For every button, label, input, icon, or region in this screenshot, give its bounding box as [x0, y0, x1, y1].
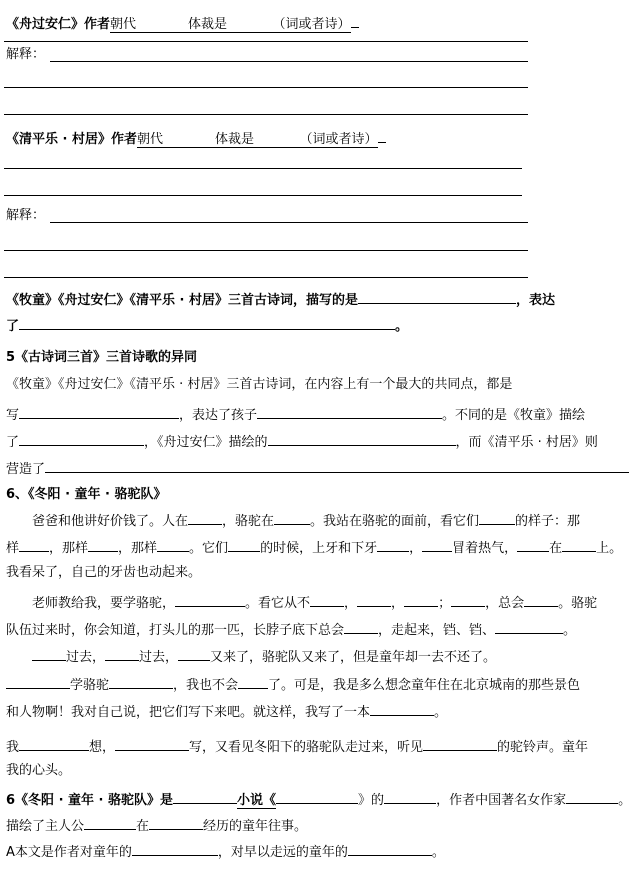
blank[interactable]: [348, 841, 432, 856]
q-three-text: 《牧童》《舟过安仁》《清平乐 · 村居》三首古诗词，描写的是: [6, 293, 358, 308]
blank[interactable]: [45, 458, 629, 473]
blank[interactable]: [524, 592, 558, 607]
sec6-l10: 我的心头。: [6, 763, 72, 778]
poem3-fields-tail-blank[interactable]: [378, 128, 386, 143]
blank[interactable]: [19, 736, 89, 751]
text: ，: [391, 596, 405, 611]
text: ，《舟过安仁》描绘的: [144, 435, 268, 450]
text: 写，又看见冬阳下的骆驼队走过来，听见: [189, 740, 424, 755]
poem3-explain-label: 解释：: [6, 208, 46, 223]
text: 。: [563, 623, 577, 638]
text: 过去，: [66, 650, 106, 665]
text: 。看它从不: [245, 596, 311, 611]
text: ，表达了孩子: [179, 408, 258, 423]
blank[interactable]: [109, 674, 173, 689]
blank[interactable]: [495, 619, 563, 634]
blank[interactable]: [404, 592, 438, 607]
text: 老师教给我，要学骆驼，: [32, 596, 176, 611]
answer-line[interactable]: [4, 114, 528, 115]
blank[interactable]: [276, 789, 358, 804]
text: 冒着热气，: [452, 541, 518, 556]
blank[interactable]: [178, 646, 210, 661]
blank[interactable]: [188, 510, 222, 525]
text: 。它们: [189, 541, 229, 556]
text: 过去，: [139, 650, 179, 665]
blank[interactable]: [377, 537, 409, 552]
answer-line[interactable]: [50, 222, 528, 223]
text: 在: [549, 541, 563, 556]
blank[interactable]: [358, 289, 516, 304]
text: 的驼铃声。童年: [497, 740, 589, 755]
sec6-l4: [32, 592, 597, 613]
blank[interactable]: [173, 789, 237, 804]
text: 在: [136, 819, 150, 834]
sec6-l8: [6, 701, 447, 722]
poem2-title: 《舟过安仁》作者: [6, 17, 111, 32]
blank[interactable]: [310, 592, 344, 607]
blank[interactable]: [115, 736, 189, 751]
blank[interactable]: [357, 592, 391, 607]
blank[interactable]: [19, 431, 144, 446]
q-three-line2: [6, 315, 408, 336]
poem2-fields: 朝代 体裁是 （词或者诗）: [110, 17, 351, 32]
sec6b-l1: [6, 789, 631, 810]
blank[interactable]: [19, 404, 179, 419]
section5-heading: 5《古诗词三首》三首诗歌的异同: [6, 350, 198, 365]
text: 写: [6, 408, 20, 423]
answer-line[interactable]: [4, 195, 522, 196]
text: 。: [431, 845, 445, 860]
blank[interactable]: [422, 537, 452, 552]
blank[interactable]: [84, 815, 136, 830]
answer-line[interactable]: [4, 87, 528, 88]
blank[interactable]: [6, 674, 70, 689]
text: ，我也不会: [173, 678, 239, 693]
text: ，作者中国著名女作家: [436, 793, 567, 808]
text: ，骆驼在: [222, 514, 275, 529]
blank[interactable]: [384, 789, 436, 804]
poem2-explain-label: 解释：: [6, 47, 46, 62]
text: 我: [6, 740, 20, 755]
poem2-explain: [6, 46, 45, 64]
blank[interactable]: [19, 315, 395, 330]
text: 上。: [596, 541, 623, 556]
text: ，走起来，铛、铛、: [378, 623, 496, 638]
text: 经历的童年往事。: [203, 819, 308, 834]
sec5-p2: [6, 404, 585, 425]
sec5-p1: 《牧童》《舟过安仁》《清平乐 · 村居》三首古诗词，在内容上有一个最大的共同点，都是: [6, 377, 513, 392]
blank[interactable]: [19, 537, 49, 552]
text: 。: [434, 705, 448, 720]
blank[interactable]: [228, 537, 260, 552]
sec6-l7: [6, 674, 580, 695]
poem3-fields: 朝代 体裁是 （词或者诗）: [137, 132, 378, 147]
text: 》的: [358, 793, 385, 808]
sec6-l1: [32, 510, 580, 531]
text: 队伍过来时，你会知道，打头儿的那一匹，长脖子底下总会: [6, 623, 345, 638]
text: ，: [409, 541, 423, 556]
sec6-l3: 我看呆了，自己的牙齿也动起来。: [6, 565, 202, 580]
blank[interactable]: [517, 537, 549, 552]
blank[interactable]: [32, 646, 66, 661]
sec6-l9: [6, 736, 588, 757]
answer-line[interactable]: [4, 250, 528, 251]
blank[interactable]: [344, 619, 378, 634]
blank[interactable]: [88, 537, 118, 552]
sec6b-l2: [6, 815, 307, 836]
text: 。: [618, 793, 632, 808]
answer-line[interactable]: [4, 277, 528, 278]
text: A本文是作者对童年的: [6, 845, 132, 860]
blank[interactable]: [566, 789, 618, 804]
section6-heading: 6、《冬阳 · 童年 · 骆驼队》: [6, 487, 167, 502]
sec5-p3: [6, 431, 598, 452]
blank[interactable]: [268, 431, 456, 446]
text: 和人物啊！我对自己说，把它们写下来吧。就这样，我写了一本: [6, 705, 371, 720]
poem3-title-line: [6, 128, 386, 149]
text: 想，: [89, 740, 116, 755]
blank[interactable]: [175, 592, 245, 607]
q-three-text: 了: [6, 319, 20, 334]
poem3-title: 《清平乐 · 村居》作者: [6, 132, 137, 147]
sec6-l5: [6, 619, 576, 640]
text: 了: [6, 435, 20, 450]
answer-line[interactable]: [50, 61, 528, 62]
blank[interactable]: [238, 674, 268, 689]
text: 。不同的是《牧童》描绘: [442, 408, 586, 423]
text: 描绘了主人公: [6, 819, 85, 834]
text: 。骆驼: [558, 596, 598, 611]
text: 学骆驼: [70, 678, 110, 693]
sec6-l2: [6, 537, 622, 558]
blank[interactable]: [149, 815, 203, 830]
q-three-line1: [6, 289, 555, 310]
answer-line[interactable]: [4, 41, 528, 42]
blank[interactable]: [257, 404, 442, 419]
text: 。我站在骆驼的面前，看它们: [310, 514, 480, 529]
text: 6《冬阳 · 童年 · 骆驼队》是: [6, 793, 174, 808]
text: 又来了，骆驼队又来了，但是童年却一去不还了。: [210, 650, 497, 665]
text: ，那样: [49, 541, 89, 556]
poem2-fields-tail-blank[interactable]: [351, 13, 359, 28]
answer-line[interactable]: [4, 168, 522, 169]
blank[interactable]: [274, 510, 310, 525]
blank[interactable]: [479, 510, 515, 525]
blank[interactable]: [132, 841, 218, 856]
sec6-l6: [32, 646, 496, 667]
sec6b-l3: [6, 841, 445, 862]
text: ；: [438, 596, 452, 611]
text: ，: [344, 596, 358, 611]
text: 样: [6, 541, 20, 556]
blank[interactable]: [157, 537, 189, 552]
poem3-explain: [6, 207, 45, 225]
q-three-text: 。: [395, 319, 409, 334]
poem2-title-line: [6, 13, 359, 34]
text: 营造了: [6, 462, 46, 477]
blank[interactable]: [423, 736, 497, 751]
text: 的时候，上牙和下牙: [260, 541, 378, 556]
blank[interactable]: [451, 592, 485, 607]
blank[interactable]: [105, 646, 139, 661]
sec5-p4: [6, 458, 629, 479]
blank[interactable]: [370, 701, 434, 716]
text: 了。可是，我是多么想念童年住在北京城南的那些景色: [268, 678, 581, 693]
text: 的样子：那: [515, 514, 581, 529]
blank[interactable]: [562, 537, 596, 552]
text: ，总会: [485, 596, 525, 611]
text: ，那样: [118, 541, 158, 556]
text: 小说《: [237, 793, 277, 808]
text: ，而《清平乐 · 村居》则: [455, 435, 598, 450]
text: ，对早以走远的童年的: [217, 845, 348, 860]
q-three-text: ，表达: [516, 293, 556, 308]
text: 爸爸和他讲好价钱了。人在: [32, 514, 189, 529]
